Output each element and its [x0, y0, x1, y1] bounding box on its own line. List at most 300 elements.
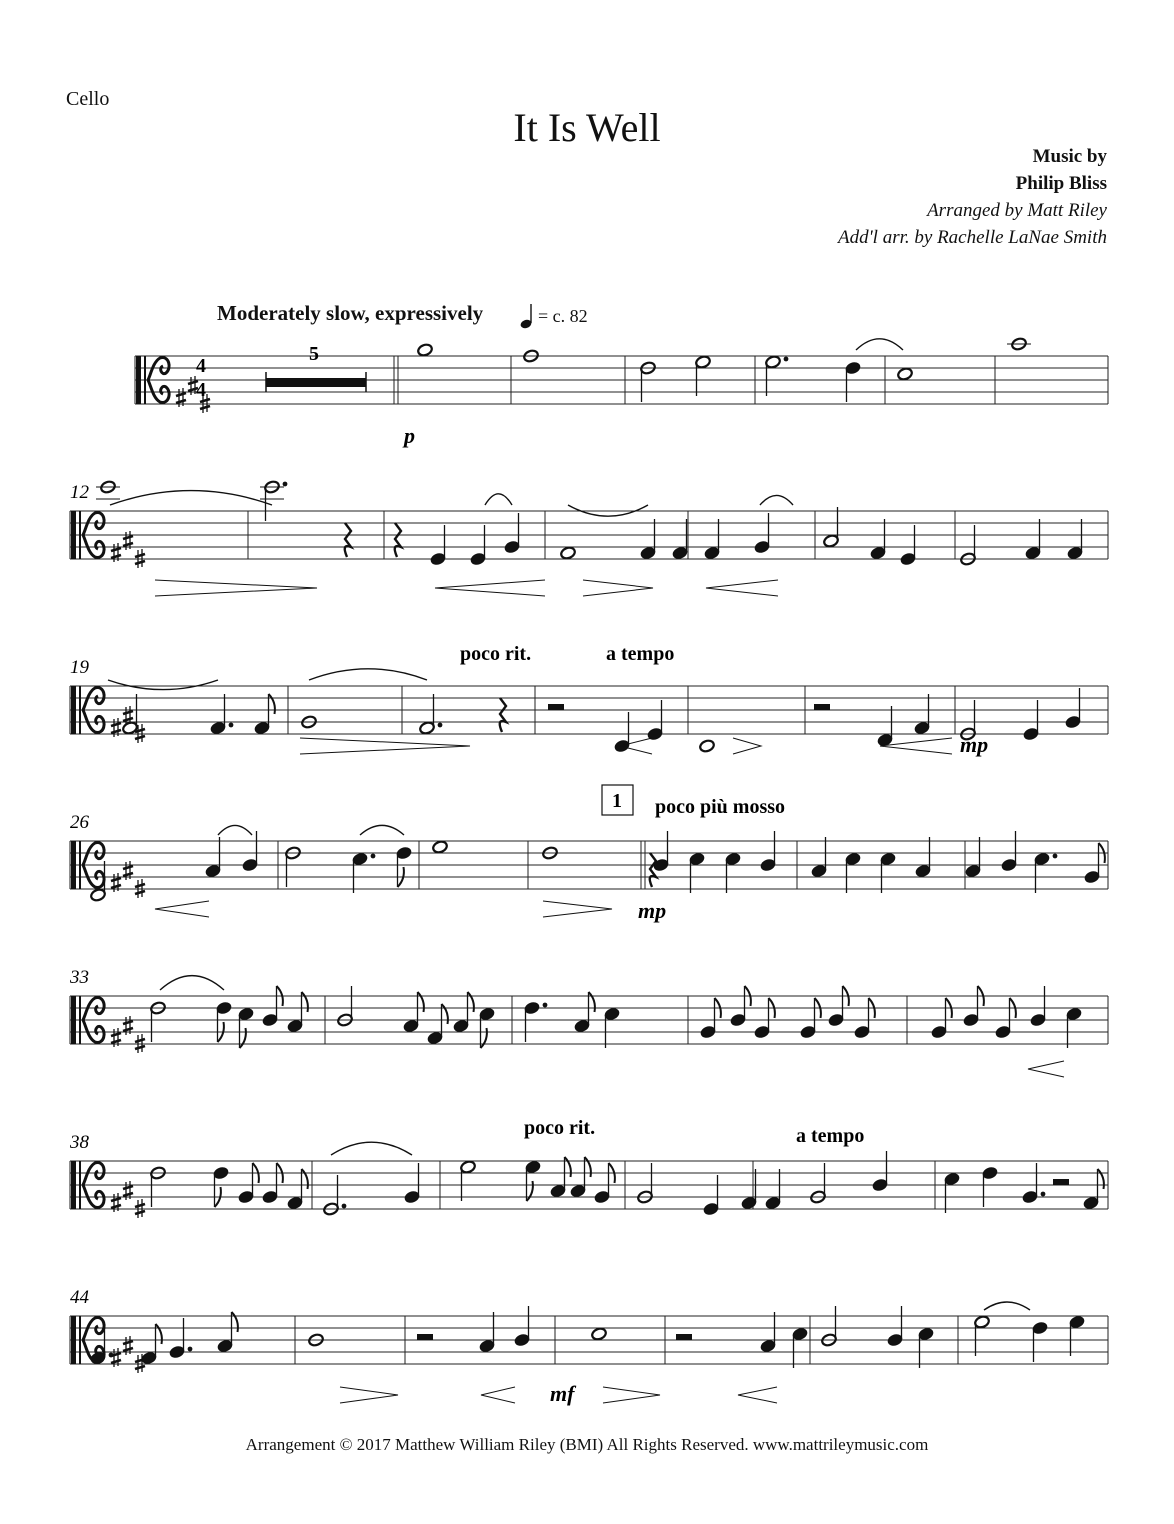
notehead: [828, 1013, 845, 1027]
alto-clef-thick-bar: [71, 511, 76, 559]
note: [1032, 1321, 1049, 1362]
notehead: [574, 1019, 591, 1033]
notehead: [1001, 858, 1018, 872]
notehead: [944, 1172, 961, 1186]
note: [811, 837, 828, 878]
slur: [110, 491, 272, 505]
notehead: [854, 1025, 871, 1039]
note: [995, 998, 1016, 1039]
note: [525, 1160, 542, 1201]
sharp-bar: [111, 555, 121, 558]
notehead: [242, 858, 259, 872]
decrescendo-hairpin: [733, 738, 761, 754]
time-signature-top: 4: [196, 355, 206, 377]
notehead: [352, 852, 369, 866]
notehead: [754, 540, 771, 554]
alto-clef-thin-bar: [144, 356, 146, 404]
alto-clef-upper-curve: [83, 998, 104, 1020]
dynamic-marking: mp: [638, 898, 667, 923]
notehead: [460, 1160, 477, 1174]
notehead: [974, 1315, 991, 1329]
notehead: [965, 864, 982, 878]
notehead: [604, 1007, 621, 1021]
notehead: [404, 1190, 421, 1204]
note: [754, 513, 771, 554]
note: [754, 998, 775, 1039]
note: [872, 1151, 889, 1192]
page-title: It Is Well: [513, 105, 661, 150]
notehead: [591, 1327, 608, 1341]
note: [427, 1004, 448, 1045]
note: [150, 1001, 167, 1042]
note: [432, 840, 449, 854]
tempo-marking: Moderately slow, expressively: [217, 301, 484, 325]
note: [205, 837, 222, 878]
note: [640, 361, 657, 402]
notehead: [427, 1031, 444, 1045]
notehead: [741, 1196, 758, 1210]
alto-clef-thin-bar: [79, 511, 81, 559]
notehead: [672, 546, 689, 560]
note: [877, 706, 894, 747]
notehead: [262, 1190, 279, 1204]
note: [1034, 852, 1058, 893]
note: [699, 739, 716, 753]
notehead: [205, 864, 222, 878]
slur: [360, 825, 404, 835]
note: [96, 480, 120, 499]
augmentation-dot: [1041, 1192, 1046, 1197]
note: [285, 846, 302, 887]
note: [944, 1172, 961, 1213]
notehead: [689, 852, 706, 866]
slur: [984, 1302, 1030, 1310]
notehead: [1034, 852, 1051, 866]
notehead: [525, 1160, 542, 1174]
alto-clef-thin-bar: [79, 841, 81, 889]
credit-music-by: Music by: [1032, 146, 1107, 167]
note: [887, 1306, 904, 1347]
notehead: [823, 534, 840, 548]
notehead: [210, 721, 227, 735]
notehead: [872, 1178, 889, 1192]
quarter-rest: [650, 853, 656, 887]
sharp-bar: [111, 723, 121, 726]
note: [960, 525, 977, 566]
note-flag: [232, 1312, 238, 1332]
notehead: [213, 1166, 230, 1180]
augmentation-dot: [784, 357, 789, 362]
note-flag: [442, 1004, 448, 1024]
note: [216, 1001, 233, 1042]
notehead: [897, 367, 914, 381]
note-flag: [418, 992, 424, 1012]
sharp-bar: [135, 1211, 145, 1214]
notehead: [703, 1202, 720, 1216]
note: [238, 1007, 255, 1048]
notehead: [216, 1001, 233, 1015]
note: [404, 1163, 421, 1204]
sharp-bar: [111, 878, 121, 881]
note: [672, 519, 689, 560]
note: [900, 525, 917, 566]
sharp-bar: [111, 1033, 121, 1036]
note: [741, 1169, 758, 1210]
notehead: [90, 888, 107, 902]
note: [870, 519, 887, 560]
note: [914, 694, 931, 735]
note: [845, 361, 862, 402]
note: [460, 1160, 477, 1201]
notehead: [914, 721, 931, 735]
note: [974, 1315, 991, 1356]
notehead: [845, 852, 862, 866]
note: [828, 986, 849, 1027]
sharp-bar: [200, 406, 210, 409]
alto-clef-lower-curve: [83, 865, 104, 887]
metronome-value: = c. 82: [538, 305, 588, 326]
half-rest: [676, 1334, 692, 1340]
staff-system: [70, 841, 1108, 898]
note: [1066, 1007, 1083, 1048]
decrescendo-hairpin: [155, 580, 317, 596]
notehead: [765, 1196, 782, 1210]
slur: [760, 495, 793, 505]
note: [419, 694, 443, 735]
copyright-footer: Arrangement © 2017 Matthew William Riley (BMI) All Rights Reserved. www.mattrileymusic.com: [245, 1435, 929, 1454]
notehead: [1084, 870, 1101, 884]
notehead: [963, 1013, 980, 1027]
note: [591, 1327, 608, 1341]
note: [594, 1163, 615, 1204]
note: [287, 992, 308, 1033]
sharp-bar: [135, 1039, 145, 1042]
note: [504, 513, 521, 554]
note: [918, 1327, 935, 1368]
crescendo-hairpin: [155, 901, 209, 917]
notehead: [931, 1025, 948, 1039]
slur: [331, 1142, 412, 1155]
slur: [160, 976, 224, 990]
credit-arranger: Arranged by Matt Riley: [927, 200, 1107, 221]
note: [352, 852, 376, 893]
half-rest: [814, 704, 830, 710]
alto-clef-upper-curve: [148, 358, 169, 380]
multirest-bar: [266, 378, 366, 387]
sharp-bar: [135, 736, 145, 739]
notehead: [419, 721, 436, 735]
notehead: [403, 1019, 420, 1033]
notehead: [760, 858, 777, 872]
notehead: [417, 343, 434, 357]
notehead: [880, 852, 897, 866]
notehead: [254, 721, 271, 735]
notehead: [811, 864, 828, 878]
notehead: [915, 864, 932, 878]
notehead: [1067, 546, 1084, 560]
sharp-bar: [111, 548, 121, 551]
notehead: [141, 1351, 158, 1365]
note: [1083, 1169, 1104, 1210]
crescendo-hairpin: [706, 580, 778, 596]
note: [854, 998, 875, 1039]
note: [897, 367, 914, 381]
sharp-bar: [135, 1204, 145, 1207]
note: [1022, 1163, 1046, 1204]
augmentation-dot: [229, 723, 234, 728]
note: [479, 1312, 496, 1353]
sharp-bar: [111, 1360, 121, 1363]
sharp-bar: [123, 543, 133, 546]
staff-system: [70, 511, 1108, 568]
notehead: [1023, 727, 1040, 741]
notehead: [238, 1007, 255, 1021]
note: [514, 1306, 531, 1347]
note: [262, 986, 283, 1027]
quarter-rest: [395, 523, 401, 557]
notehead: [640, 546, 657, 560]
notehead: [524, 1001, 541, 1015]
note: [560, 546, 577, 560]
sharp-bar: [135, 1366, 145, 1369]
notehead: [900, 552, 917, 566]
augmentation-dot: [371, 854, 376, 859]
half-rest: [1053, 1179, 1069, 1185]
multirest-count: 5: [309, 343, 319, 365]
note: [1030, 986, 1047, 1027]
note-flag: [269, 694, 275, 714]
alto-clef-upper-curve: [83, 843, 104, 865]
dynamic-marking: mf: [550, 1381, 575, 1406]
notehead: [453, 1019, 470, 1033]
note: [1069, 1315, 1086, 1356]
sharp-bar: [123, 866, 133, 869]
note: [760, 1312, 777, 1353]
notehead: [479, 1339, 496, 1353]
notehead: [1083, 1196, 1100, 1210]
notehead: [594, 1190, 611, 1204]
sharp-bar: [123, 536, 133, 539]
note: [653, 831, 670, 872]
notehead: [479, 1007, 496, 1021]
note: [704, 519, 721, 560]
note: [823, 507, 840, 548]
crescendo-hairpin: [435, 580, 545, 596]
augmentation-dot: [342, 1204, 347, 1209]
sharp-bar: [135, 891, 145, 894]
sharp-bar: [123, 1186, 133, 1189]
slur: [218, 825, 252, 835]
note: [260, 480, 287, 521]
slur: [856, 339, 903, 350]
sharp-bar: [123, 1348, 133, 1351]
dynamic-marking: mp: [960, 732, 989, 757]
dynamic-marking: p: [404, 423, 415, 448]
note: [238, 1163, 259, 1204]
note-flag: [468, 992, 474, 1012]
notehead: [430, 552, 447, 566]
note: [821, 1306, 838, 1347]
note: [470, 525, 487, 566]
sharp-bar: [123, 1341, 133, 1344]
note: [725, 852, 742, 893]
alto-clef-lower-curve: [83, 1185, 104, 1207]
slur: [108, 680, 218, 690]
measure-number: 12: [70, 482, 89, 503]
note: [915, 837, 932, 878]
note: [1067, 519, 1084, 560]
notehead: [699, 739, 716, 753]
alto-clef-thick-bar: [71, 686, 76, 734]
note: [982, 1166, 999, 1207]
note: [453, 992, 474, 1033]
note: [213, 1166, 230, 1207]
alto-clef-thin-bar: [79, 1161, 81, 1209]
measure-number: 26: [70, 812, 89, 833]
note: [792, 1327, 809, 1368]
note: [479, 1007, 496, 1048]
notehead: [504, 540, 521, 554]
note: [810, 1163, 827, 1204]
note: [1025, 519, 1042, 560]
credit-composer: Philip Bliss: [1015, 173, 1107, 194]
notehead: [1025, 546, 1042, 560]
notehead: [432, 840, 449, 854]
note: [695, 355, 712, 396]
note: [1007, 337, 1031, 351]
note: [765, 355, 789, 396]
note: [403, 992, 424, 1033]
sharp-bar: [123, 1021, 133, 1024]
notehead: [1066, 1007, 1083, 1021]
decrescendo-hairpin: [543, 901, 612, 917]
note: [647, 700, 664, 741]
notehead: [765, 355, 782, 369]
notehead: [470, 552, 487, 566]
notehead: [238, 1190, 255, 1204]
rehearsal-mark: 1: [612, 790, 622, 812]
note: [150, 1166, 167, 1207]
alto-clef-upper-curve: [83, 688, 104, 710]
note: [1023, 700, 1040, 741]
note: [1084, 843, 1105, 884]
decrescendo-hairpin: [340, 1387, 398, 1403]
sharp-bar: [123, 873, 133, 876]
note-flag: [527, 1181, 533, 1201]
measure-number: 38: [70, 1132, 89, 1153]
notehead: [730, 1013, 747, 1027]
note: [604, 1007, 621, 1048]
slur: [309, 669, 427, 680]
notehead: [217, 1339, 234, 1353]
note: [217, 1312, 238, 1353]
note-flag: [156, 1324, 162, 1344]
alto-clef-upper-curve: [83, 513, 104, 535]
note: [524, 1001, 548, 1042]
note: [1001, 831, 1018, 872]
decrescendo-hairpin: [583, 580, 653, 596]
tempo-direction-poco-rit: poco rit.: [460, 643, 532, 665]
alto-clef-lower-curve: [83, 535, 104, 557]
crescendo-hairpin: [481, 1387, 515, 1403]
sharp-bar: [111, 1205, 121, 1208]
notehead: [287, 1019, 304, 1033]
note: [689, 852, 706, 893]
tempo-direction-poco-rit: poco rit.: [524, 1117, 596, 1139]
alto-clef-upper-curve: [83, 1163, 104, 1185]
sharp-bar: [111, 730, 121, 733]
staff-system: [70, 686, 1108, 743]
notehead: [1022, 1190, 1039, 1204]
note: [730, 986, 751, 1027]
notehead: [792, 1327, 809, 1341]
notehead: [995, 1025, 1012, 1039]
note-flag: [481, 1028, 487, 1048]
note: [765, 1169, 782, 1210]
notehead: [1065, 715, 1082, 729]
note: [550, 1157, 571, 1198]
sharp-bar: [176, 400, 186, 403]
notehead: [1032, 1321, 1049, 1335]
tempo-direction-a-tempo: a tempo: [606, 643, 675, 665]
measure-number: 33: [70, 967, 89, 988]
notehead: [287, 1196, 304, 1210]
note-flag: [565, 1157, 571, 1177]
sharp-bar: [123, 1028, 133, 1031]
sharp-bar: [123, 1193, 133, 1196]
notehead: [704, 546, 721, 560]
note: [262, 1163, 283, 1204]
note-flag: [1098, 1169, 1104, 1189]
alto-clef-thin-bar: [79, 1316, 81, 1364]
note-flag: [302, 1169, 308, 1189]
note: [703, 1175, 720, 1216]
notehead: [1069, 1315, 1086, 1329]
notehead: [396, 846, 413, 860]
note-flag: [589, 992, 595, 1012]
augmentation-dot: [109, 1353, 114, 1358]
note: [800, 998, 821, 1039]
alto-clef-thin-bar: [79, 996, 81, 1044]
quarter-rest: [500, 698, 506, 732]
sharp-bar: [123, 718, 133, 721]
note: [323, 1175, 347, 1216]
note: [570, 1157, 591, 1198]
note: [963, 986, 984, 1027]
note: [430, 525, 447, 566]
note: [931, 998, 952, 1039]
tempo-direction-poco-piu-mosso: poco più mosso: [655, 796, 786, 818]
notehead: [700, 1025, 717, 1039]
note: [637, 1163, 654, 1204]
notehead: [570, 1184, 587, 1198]
augmentation-dot: [283, 482, 288, 487]
augmentation-dot: [1053, 854, 1058, 859]
sharp-bar: [135, 554, 145, 557]
instrument-name: Cello: [66, 88, 110, 110]
note: [574, 992, 595, 1033]
note: [417, 343, 434, 357]
alto-clef-thick-bar: [71, 1161, 76, 1209]
alto-clef-upper-curve: [83, 1318, 104, 1340]
note: [965, 837, 982, 878]
sharp-bar: [111, 1040, 121, 1043]
credit-additional-arranger: Add'l arr. by Rachelle LaNae Smith: [838, 227, 1107, 248]
sharp-bar: [135, 884, 145, 887]
half-rest: [548, 704, 564, 710]
alto-clef-thick-bar: [71, 996, 76, 1044]
note: [396, 846, 413, 887]
